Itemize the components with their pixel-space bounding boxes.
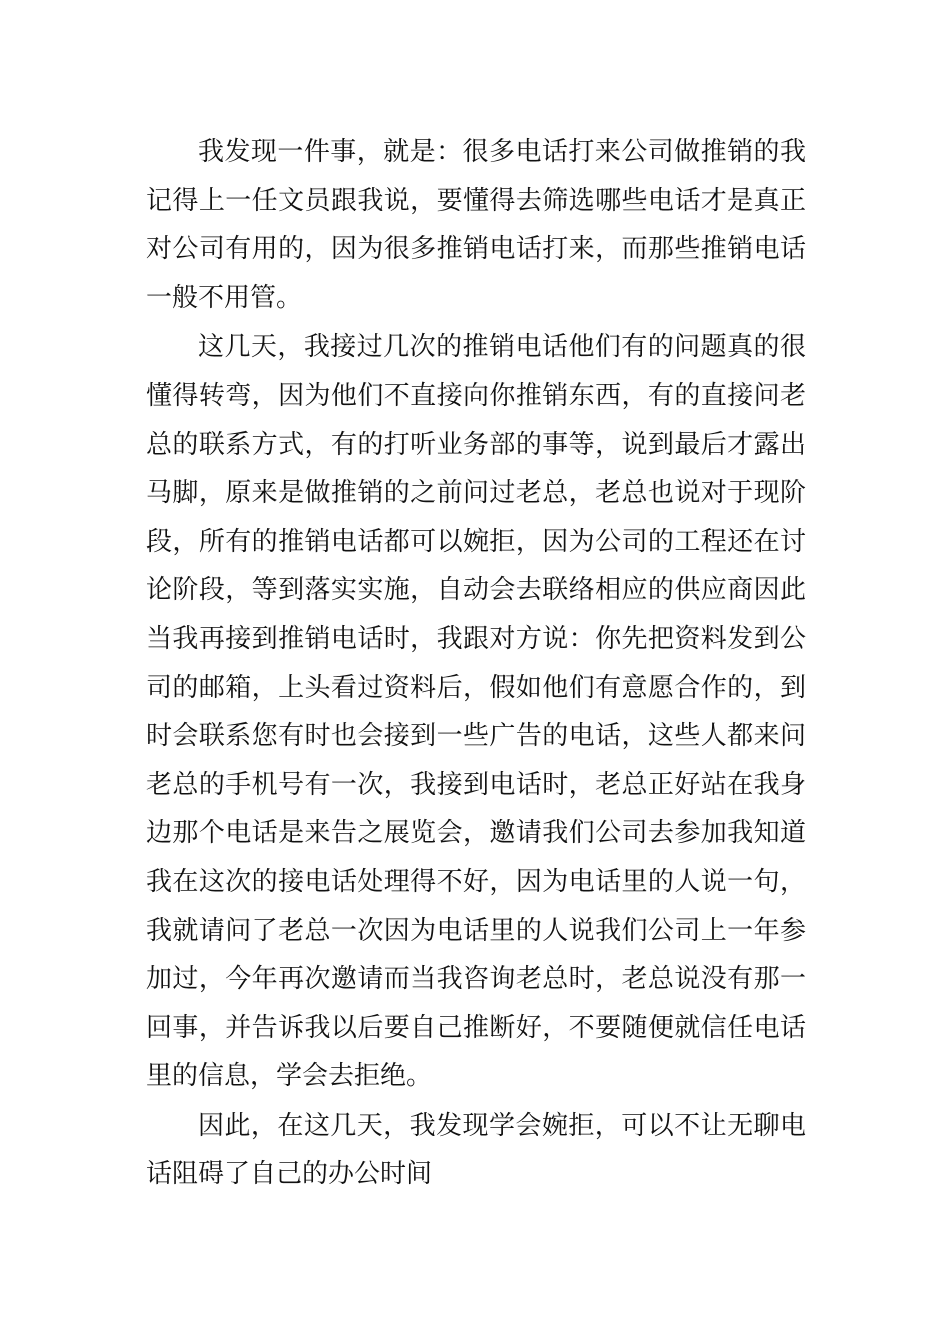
- document-body: [146, 128, 806, 1200]
- paragraph-1: 我发现一件事，就是：很多电话打来公司做推销的我记得上一任文员跟我说，要懂得去筛选哪些电话才是真正对公司有用的，因为很多推销电话打来，而那些推销电话一般不用管。: [146, 137, 806, 313]
- paragraph-3: 因此，在这几天，我发现学会婉拒，可以不让无聊电话阻碍了自己的办公时间: [146, 1110, 806, 1190]
- paragraph-2: 这几天，我接过几次的推销电话他们有的问题真的很懂得转弯，因为他们不直接向你推销东西，有的直接问老总的联系方式，有的打听业务部的事等，说到最后才露出马脚，原来是做推销的之前问过老总，老总也说对于现阶段，所有的推销电话都可以婉拒，因为公司的工程还在讨论阶段，等到落实实施，自动会去联络相应的供应商因此当我再接到推销电话时，我跟对方说：你先把资料发到公司的邮箱，上头看过资料后，假如他们有意愿合作的，到时会联系您有时也会接到一些广告的电话，这些人都来问老总的手机号有一次，我接到电话时，老总正好站在我身边那个电话是来告之展览会，邀请我们公司去参加我知道我在这次的接电话处理得不好，因为电话里的人说一句，我就请问了老总一次因为电话里的人说我们公司上一年参加过，今年再次邀请而当我咨询老总时，老总说没有那一回事，并告诉我以后要自己推断好，不要随便就信任电话里的信息，学会去拒绝。: [146, 332, 806, 1092]
